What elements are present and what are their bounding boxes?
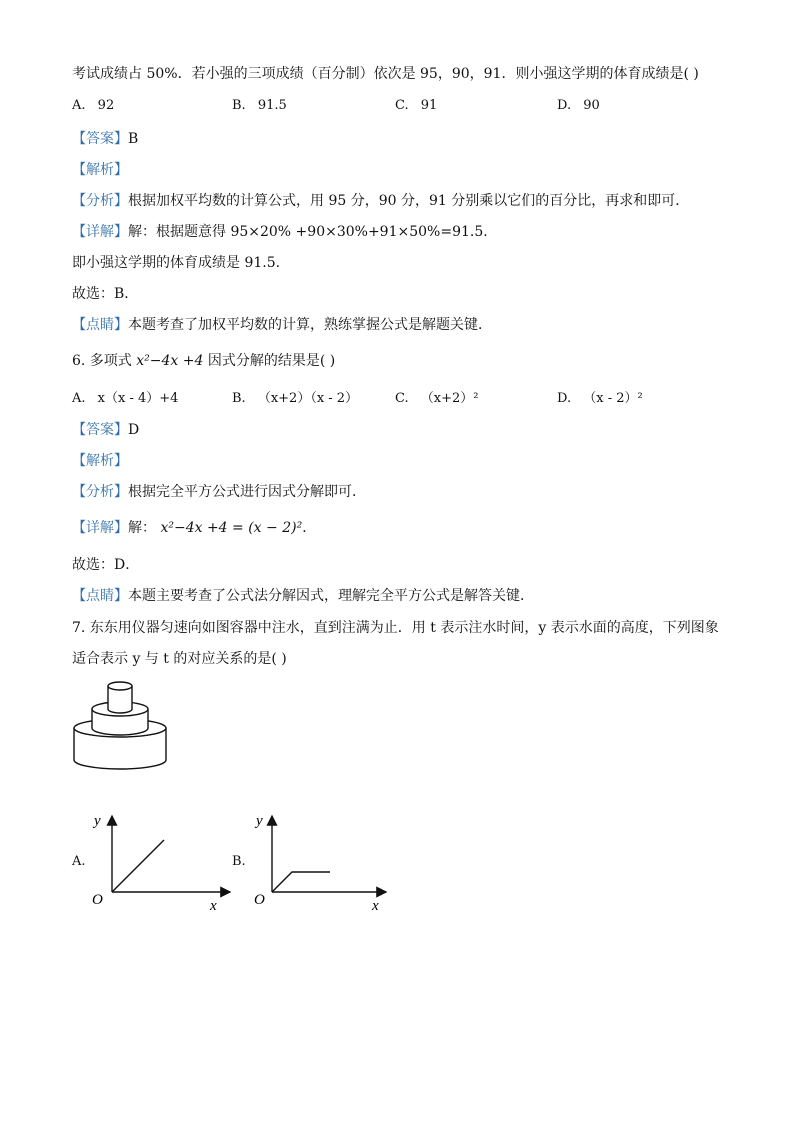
q6-choose: 故选：D． bbox=[72, 557, 140, 573]
answer-value: B bbox=[128, 131, 139, 147]
comment-text: 本题主要考查了公式法分解因式，理解完全平方公式是解答关键． bbox=[128, 588, 534, 604]
analysis-header-tag: 【分析】 bbox=[72, 193, 128, 209]
q6-stem-suffix: 因式分解的结果是( ) bbox=[207, 353, 336, 369]
piecewise-curve bbox=[272, 872, 330, 892]
y-axis-label: y bbox=[256, 813, 263, 829]
q6-analysis bbox=[72, 482, 366, 502]
option-text: 90 bbox=[583, 98, 600, 113]
option-text: （x+2）² bbox=[420, 391, 479, 406]
option-text: 91 bbox=[420, 98, 438, 113]
answer-tag: 【答案】 bbox=[72, 131, 128, 147]
q5-analysis-heading bbox=[72, 160, 128, 180]
analysis-tag: 【解析】 bbox=[72, 453, 128, 469]
option-label: C. bbox=[395, 391, 409, 406]
q5-analysis bbox=[72, 191, 689, 211]
q6-option-b bbox=[232, 389, 358, 409]
answer-tag: 【答案】 bbox=[72, 422, 128, 438]
q5-comment bbox=[72, 315, 492, 335]
q5-stem: 考试成绩占 50%．若小强的三项成绩（百分制）依次是 95，90，91．则小强这学期的体育成绩是( ) bbox=[72, 66, 699, 82]
q6-detail bbox=[72, 518, 316, 538]
q6-option-c bbox=[395, 389, 478, 409]
detail-tag: 【详解】 bbox=[72, 520, 128, 536]
q5-option-d bbox=[557, 96, 600, 116]
detail-tag: 【详解】 bbox=[72, 224, 128, 240]
comment-tag: 【点睛】 bbox=[72, 317, 128, 333]
q5-option-c bbox=[395, 96, 437, 116]
q6-option-a bbox=[72, 389, 178, 409]
option-text: （x - 2）² bbox=[583, 391, 643, 406]
q6-answer bbox=[72, 420, 139, 440]
q6-comment bbox=[72, 586, 534, 606]
origin-label: O bbox=[92, 892, 103, 908]
detail-suffix: ． bbox=[302, 520, 317, 536]
option-text: x（x - 4）+4 bbox=[97, 391, 179, 406]
option-text: 92 bbox=[97, 98, 115, 113]
q7-graph-a-label: A. bbox=[72, 854, 86, 869]
q5-detail bbox=[72, 222, 488, 242]
q7-graph-b bbox=[250, 806, 400, 916]
q6-stem bbox=[72, 351, 335, 371]
analysis-header-text: 根据加权平均数的计算公式，用 95 分，90 分，91 分别乘以它们的百分比，再求和即可． bbox=[128, 193, 690, 209]
option-text: （x+2）（x - 2） bbox=[257, 391, 359, 406]
linear-curve bbox=[112, 840, 164, 892]
x-axis-label: x bbox=[210, 898, 217, 914]
option-label: A. bbox=[72, 391, 86, 406]
option-label: B. bbox=[232, 98, 246, 113]
q7-stem-line2: 适合表示 y 与 t 的对应关系的是( ) bbox=[72, 651, 287, 667]
option-label: A. bbox=[72, 98, 86, 113]
answer-value: D bbox=[128, 422, 140, 438]
option-label: D. bbox=[557, 391, 572, 406]
q6-stem-prefix: 6. 多项式 bbox=[72, 353, 132, 369]
comment-text: 本题考查了加权平均数的计算，熟练掌握公式是解题关键． bbox=[128, 317, 492, 333]
option-text: 91.5 bbox=[257, 98, 287, 113]
option-label: D. bbox=[557, 98, 572, 113]
q5-conclusion: 即小强这学期的体育成绩是 91.5. bbox=[72, 255, 281, 271]
stacked-cylinder-container bbox=[70, 680, 170, 772]
analysis-tag: 【解析】 bbox=[72, 162, 128, 178]
comment-tag: 【点睛】 bbox=[72, 588, 128, 604]
q6-stem-math: x²−4x +4 bbox=[136, 353, 204, 369]
detail-prefix: 解： bbox=[128, 520, 156, 536]
q6-option-d bbox=[557, 389, 643, 409]
q6-analysis-heading bbox=[72, 451, 128, 471]
option-label: B. bbox=[232, 391, 246, 406]
top-cylinder-top bbox=[108, 682, 132, 690]
q7-stem-line1: 7. 东东用仪器匀速向如图容器中注水，直到注满为止．用 t 表示注水时间，y 表示水面的高度，下列图象 bbox=[72, 620, 719, 636]
analysis-header-text: 根据完全平方公式进行因式分解即可． bbox=[128, 484, 366, 500]
detail-math: x²−4x +4 = (x − 2)² bbox=[160, 520, 303, 536]
q5-option-a bbox=[72, 96, 114, 116]
detail-text: 解：根据题意得 95×20% +90×30%+91×50%=91.5. bbox=[128, 224, 488, 240]
option-label: C. bbox=[395, 98, 409, 113]
q5-choose: 故选：B． bbox=[72, 286, 139, 302]
analysis-header-tag: 【分析】 bbox=[72, 484, 128, 500]
q7-graph-a bbox=[88, 806, 238, 916]
x-axis-label: x bbox=[372, 898, 379, 914]
q5-option-b bbox=[232, 96, 287, 116]
y-axis-label: y bbox=[94, 813, 101, 829]
origin-label: O bbox=[254, 892, 265, 908]
q7-graph-b-label: B. bbox=[232, 854, 246, 869]
q5-answer bbox=[72, 129, 138, 149]
